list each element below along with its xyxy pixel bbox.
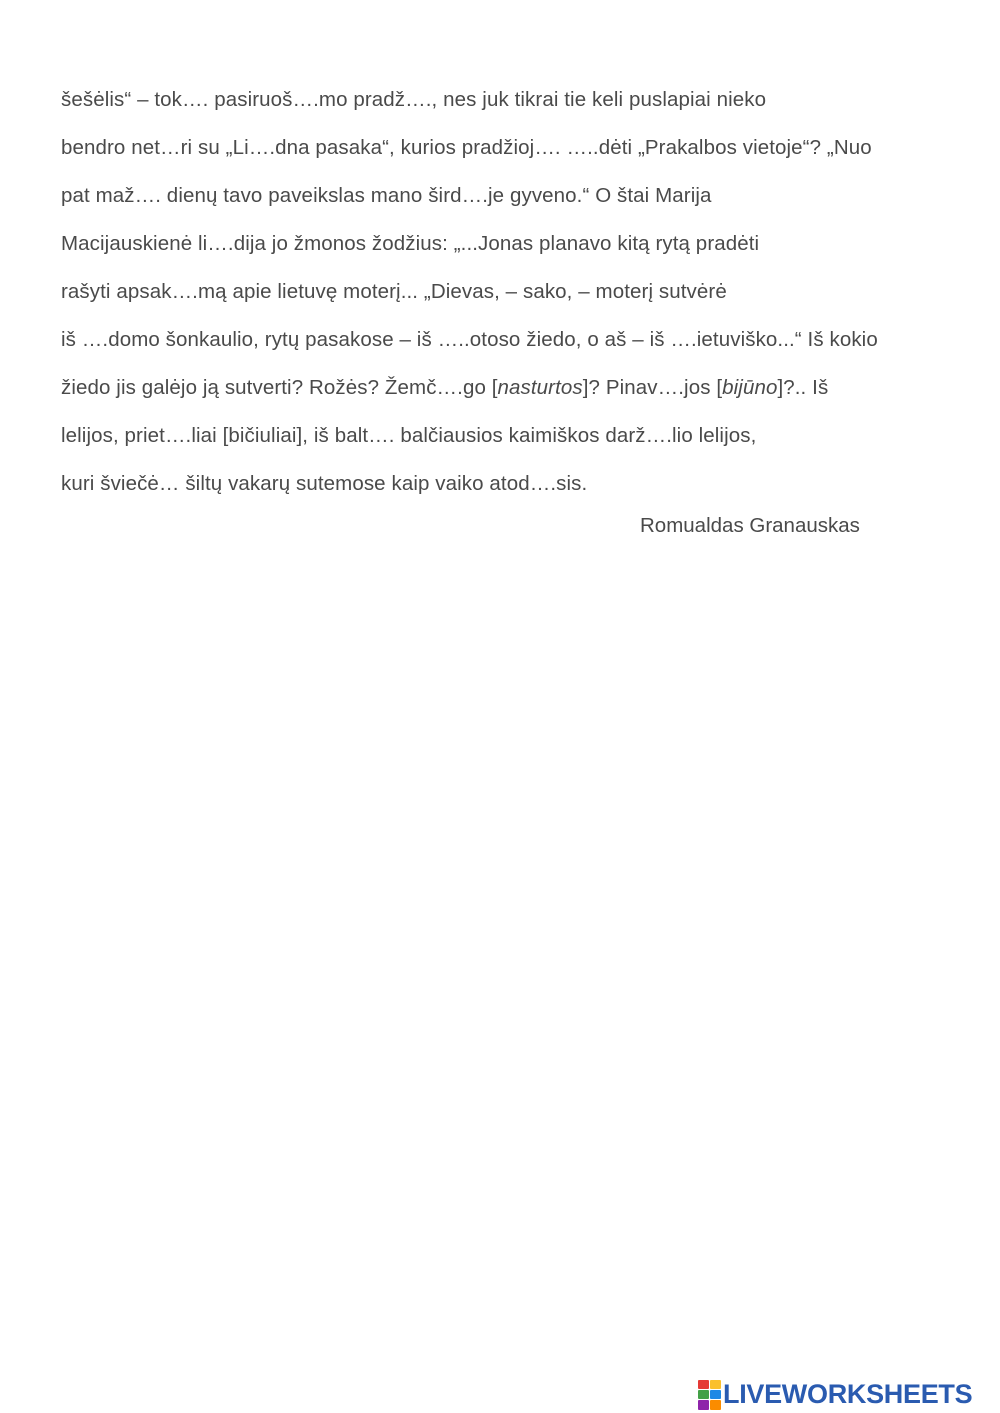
- text-line: [61, 220, 961, 268]
- text-segment: ]? Pinav….jos [: [582, 376, 723, 399]
- text-line: [61, 364, 961, 412]
- logo-tile: [710, 1400, 721, 1410]
- text-segment: ]?.. Iš: [777, 376, 829, 399]
- liveworksheets-logo-icon: [698, 1380, 720, 1408]
- text-line: [61, 268, 961, 316]
- text-line: [61, 124, 961, 172]
- logo-text: LIVEWORKSHEETS: [723, 1378, 973, 1409]
- text-segment: žiedo jis galėjo ją sutverti? Rožės? Žemč….go [: [61, 376, 498, 399]
- text-segment: Macijauskienė li….dija jo žmonos žodžius: „...Jonas planavo kitą rytą pradėti: [61, 232, 760, 255]
- text-line: [61, 316, 961, 364]
- logo-tile: [698, 1380, 709, 1389]
- logo-tile: [698, 1390, 709, 1399]
- logo-tile: [698, 1400, 709, 1410]
- text-segment: šešėlis“ – tok…. pasiruoš….mo pradž…., nes juk tikrai tie keli puslapiai nieko: [61, 88, 767, 111]
- text-segment: pat maž…. dienų tavo paveikslas mano šird….je gyveno.“ O štai Marija: [61, 184, 712, 207]
- text-line: [61, 412, 961, 460]
- logo-tile: [710, 1390, 721, 1399]
- text-segment: iš ….domo šonkaulio, rytų pasakose – iš …..otoso žiedo, o aš – iš ….ietuviško...“ Iš kokio: [61, 328, 878, 351]
- text-segment: lelijos, priet….liai [bičiuliai], iš balt…. balčiausios kaimiškos darž….lio lelijos,: [61, 424, 757, 447]
- text-segment: bendro net…ri su „Li….dna pasaka“, kurios pradžioj…. …..dėti „Prakalbos vietoje“? „Nuo: [61, 136, 872, 159]
- author-name: Romualdas Granauskas: [640, 514, 860, 537]
- italic-text: nasturtos: [497, 376, 583, 399]
- text-segment: rašyti apsak….mą apie lietuvę moterį... „Dievas, – sako, – moterį sutvėrė: [61, 280, 727, 303]
- text-line: [61, 172, 961, 220]
- text-passage: [61, 76, 961, 508]
- italic-text: bijūno: [722, 376, 778, 399]
- logo-tile: [710, 1380, 721, 1389]
- text-line: [61, 76, 961, 124]
- liveworksheets-logo: [698, 1377, 972, 1411]
- text-line: [61, 460, 961, 508]
- text-segment: kuri šviečė… šiltų vakarų sutemose kaip vaiko atod….sis.: [61, 472, 588, 495]
